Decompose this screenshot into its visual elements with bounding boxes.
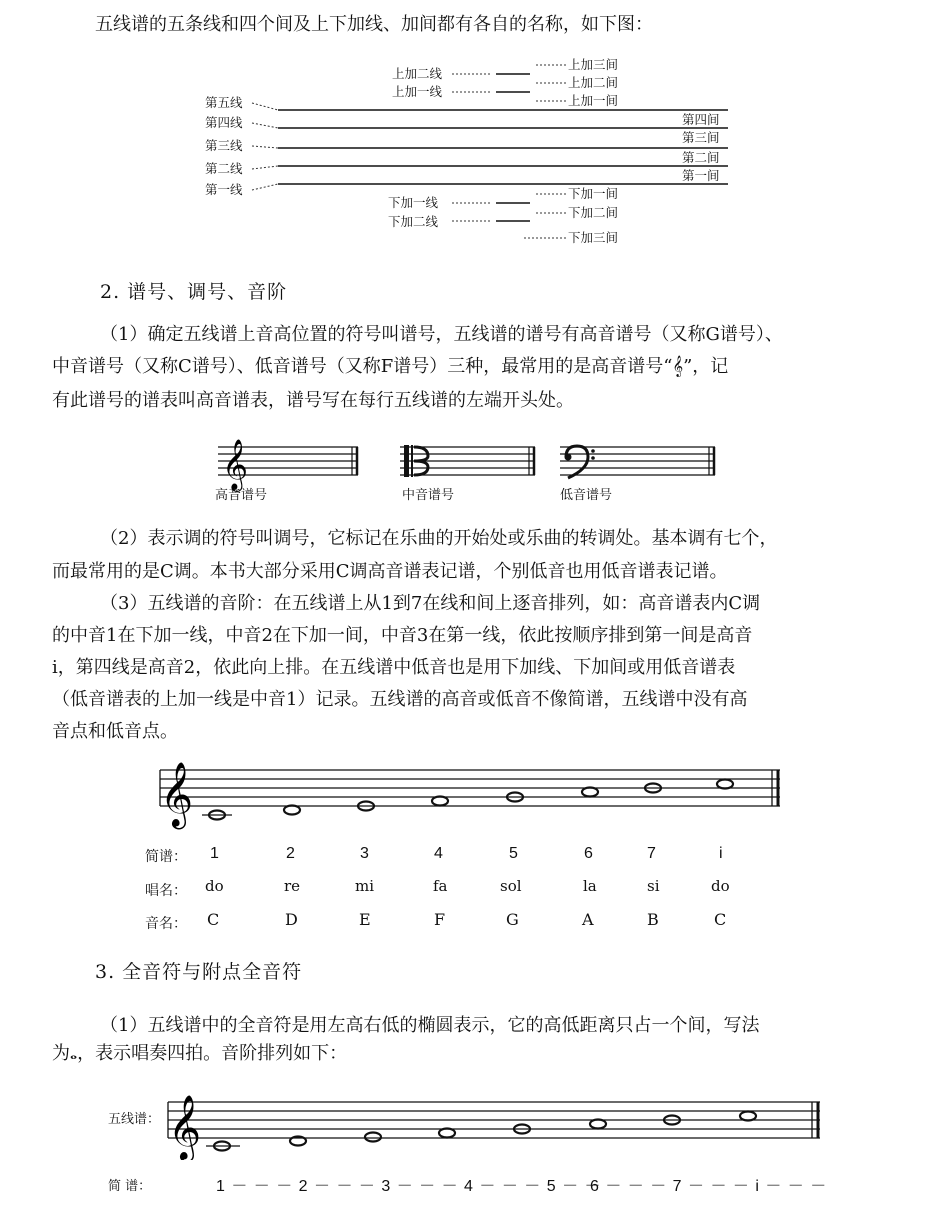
alto-clef-label: 中音谱号 — [402, 488, 455, 503]
s2-p2-line2: 而最常用的是C调。本书大部分采用C调高音谱表记谱，个别低音也用低音谱表记谱。 — [52, 561, 728, 582]
section-2-heading: 2. 谱号、调号、音阶 — [100, 281, 288, 303]
label-line-4: 第四线 — [205, 115, 243, 130]
label-upper-space-1: 上加一间 — [568, 93, 619, 108]
yinming-b: B — [647, 910, 659, 929]
treble-clef-icon: 𝄞 — [160, 762, 194, 827]
changming-sol: sol — [500, 877, 522, 895]
label-lower-ledger-1: 下加一线 — [388, 195, 439, 210]
s2-p3-line1: （3）五线谱的音阶：在五线谱上从1到7在线和间上逐音排列，如：高音谱表内C调 — [100, 593, 761, 614]
label-line-5: 第五线 — [205, 95, 243, 110]
changming-re: re — [284, 877, 301, 895]
treble-clef-label: 高音谱号 — [215, 488, 268, 503]
changming-mi: mi — [355, 877, 375, 895]
label-upper-space-2: 上加二间 — [568, 75, 619, 90]
jianpu-7: 7 — [647, 845, 656, 862]
jianpu-5: 5 — [509, 845, 518, 862]
label-upper-ledger-1: 上加一线 — [392, 84, 443, 99]
jianpu-row-label: 简 谱： — [108, 1179, 152, 1194]
jianpu-4: 4 — [434, 845, 443, 862]
changming-si: si — [647, 877, 660, 895]
label-space-4: 第四间 — [682, 112, 720, 127]
label-space-3: 第三间 — [682, 130, 720, 145]
label-space-1: 第一间 — [682, 168, 720, 183]
s2-p3-line5: 音点和低音点。 — [52, 721, 178, 742]
jianpu-6: 6 — [584, 845, 593, 862]
s2-p1-line2: 中音谱号（又称C谱号）、低音谱号（又称F谱号）三种，最常用的是高音谱号“𝄞”，记 — [52, 356, 729, 377]
jianpu-3: 3 — [360, 845, 369, 862]
label-upper-space-3: 上加三间 — [568, 57, 619, 72]
bass-clef-label: 低音谱号 — [560, 488, 613, 503]
changming-do: do — [205, 877, 224, 895]
s2-p3-line3: i，第四线是高音2，依此向上排。在五线谱中低音也是用下加线、下加间或用低音谱表 — [52, 657, 736, 678]
label-lower-ledger-2: 下加二线 — [388, 214, 439, 229]
label-line-2: 第二线 — [205, 161, 243, 176]
treble-clef-icon: 𝄞 — [168, 1095, 202, 1160]
yinming-c-high: C — [714, 910, 727, 929]
s3-p1-line2: 为𝅝，表示唱奏四拍。音阶排列如下： — [52, 1043, 348, 1064]
intro-text: 五线谱的五条线和四个间及上下加线、加间都有各自的名称，如下图： — [95, 14, 653, 35]
changming-do-high: do — [711, 877, 730, 895]
yinming-f: F — [434, 910, 446, 929]
yinming-row-label: 音名： — [145, 916, 187, 932]
jianpu-high-1: i — [719, 845, 723, 862]
whole-note-c5 — [740, 1112, 756, 1121]
jianpu-2: 2 — [286, 845, 295, 862]
yinming-g: G — [506, 910, 519, 929]
jianpu-row-label: 简谱： — [145, 849, 187, 865]
s3-p1-line1: （1）五线谱中的全音符是用左高右低的椭圆表示，它的高低距离只占一个间，写法 — [100, 1015, 760, 1036]
label-lower-space-1: 下加一间 — [568, 186, 619, 201]
jianpu-sequence-part1: 1 － － － 2 － － － 3 － － － 4 － － － 5 － － — [216, 1178, 602, 1195]
changming-la: la — [583, 877, 597, 895]
yinming-c: C — [207, 910, 220, 929]
jianpu-1: 1 — [210, 845, 219, 862]
changming-fa: fa — [433, 877, 448, 895]
label-line-1: 第一线 — [205, 182, 243, 197]
label-line-3: 第三线 — [205, 138, 243, 153]
label-space-2: 第二间 — [682, 150, 720, 165]
jianpu-sequence-part2: 6 － － － 7 － － － i － － － — [590, 1178, 828, 1195]
staff-row-label: 五线谱： — [108, 1112, 161, 1127]
yinming-e: E — [359, 910, 371, 929]
section-3-heading: 3. 全音符与附点全音符 — [95, 961, 303, 983]
whole-note-f4 — [439, 1129, 455, 1138]
treble-clef-icon: 𝄞 — [222, 439, 249, 490]
s2-p2-line1: （2）表示调的符号叫调号，它标记在乐曲的开始处或乐曲的转调处。基本调有七个， — [100, 528, 778, 549]
label-lower-space-3: 下加三间 — [568, 230, 619, 245]
s2-p3-line2: 的中音1在下加一线，中音2在下加一间，中音3在第一线，依此按顺序排到第一间是高音 — [52, 625, 753, 646]
label-upper-ledger-2: 上加二线 — [392, 66, 443, 81]
yinming-d: D — [285, 910, 298, 929]
label-lower-space-2: 下加二间 — [568, 205, 619, 220]
s2-p1-line3: 有此谱号的谱表叫高音谱表，谱号写在每行五线谱的左端开头处。 — [52, 390, 574, 411]
s2-p3-line4: （低音谱表的上加一线是中音1）记录。五线谱的高音或低音不像简谱，五线谱中没有高 — [52, 689, 748, 710]
whole-note-e4 — [365, 1133, 381, 1142]
whole-note-a4 — [590, 1120, 606, 1129]
s2-p1-line1: （1）确定五线谱上音高位置的符号叫谱号，五线谱的谱号有高音谱号（又称G谱号）、 — [100, 324, 783, 345]
yinming-a: A — [582, 910, 594, 929]
changming-row-label: 唱名： — [145, 883, 187, 899]
